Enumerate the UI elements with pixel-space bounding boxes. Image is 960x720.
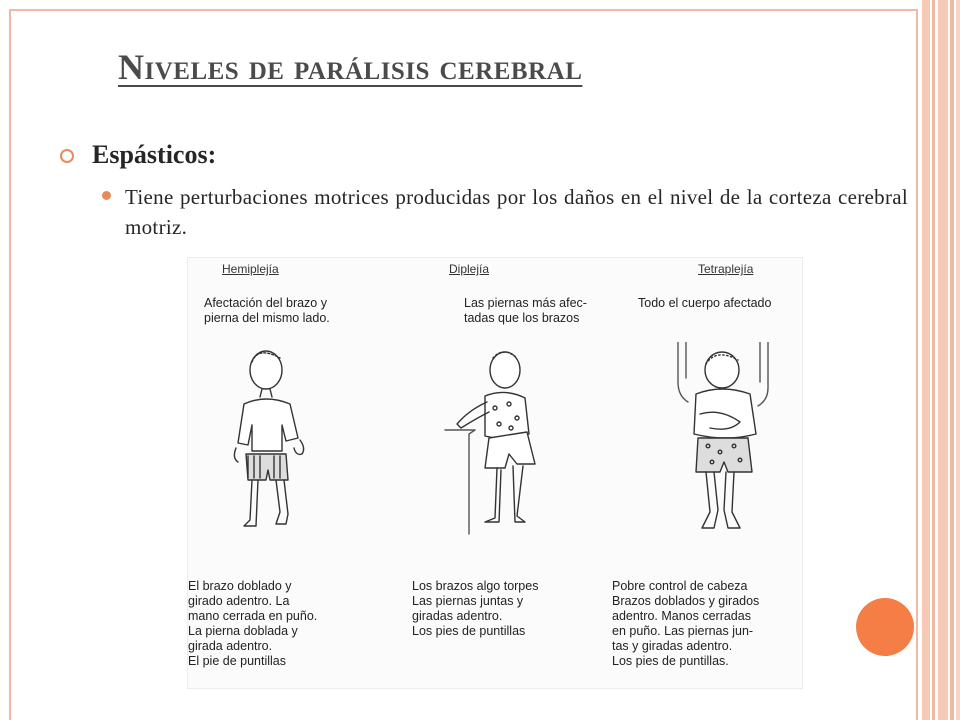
ring-bullet-icon	[60, 149, 74, 163]
bullet-level-2	[102, 182, 908, 242]
column-summary-diplejia: Las piernas más afec- tadas que los brazos	[464, 296, 587, 325]
column-heading-hemiplejia: Hemiplejía	[222, 262, 279, 276]
column-summary-hemiplejia: Afectación del brazo y pierna del mismo lado.	[204, 296, 330, 325]
child-tetraplegia-figure	[668, 342, 778, 552]
column-heading-diplejia: Diplejía	[449, 262, 490, 276]
dot-bullet-icon	[102, 191, 111, 200]
child-diplegia-figure	[443, 346, 553, 546]
slide-title: Niveles de parálisis cerebral	[118, 47, 583, 87]
bullet-level-1	[60, 140, 216, 170]
bullet-text: Espásticos:	[92, 140, 217, 169]
column-signs-diplejia: Los brazos algo torpes Las piernas juntas y giradas adentro. Los pies de puntillas	[412, 579, 539, 638]
cerebral-palsy-illustration	[187, 257, 803, 689]
column-signs-tetraplejia: Pobre control de cabeza Brazos doblados y girados adentro. Manos cerradas en puño. Las piernas jun- tas y giradas adentro. Los pies de puntillas.	[612, 579, 760, 668]
column-signs-hemiplejia: El brazo doblado y girado adentro. La mano cerrada en puño. La pierna doblada y girada adentro. El pie de puntillas	[188, 579, 318, 668]
decorative-orange-circle	[856, 598, 914, 656]
decorative-stripes	[922, 0, 960, 720]
child-hemiplegia-figure	[218, 344, 318, 534]
column-summary-tetraplejia: Todo el cuerpo afectado	[638, 296, 772, 310]
sub-bullet-text: Tiene perturbaciones motrices producidas por los daños en el nivel de la corteza cerebral motriz.	[125, 185, 908, 239]
column-heading-tetraplejia: Tetraplejía	[698, 262, 754, 276]
